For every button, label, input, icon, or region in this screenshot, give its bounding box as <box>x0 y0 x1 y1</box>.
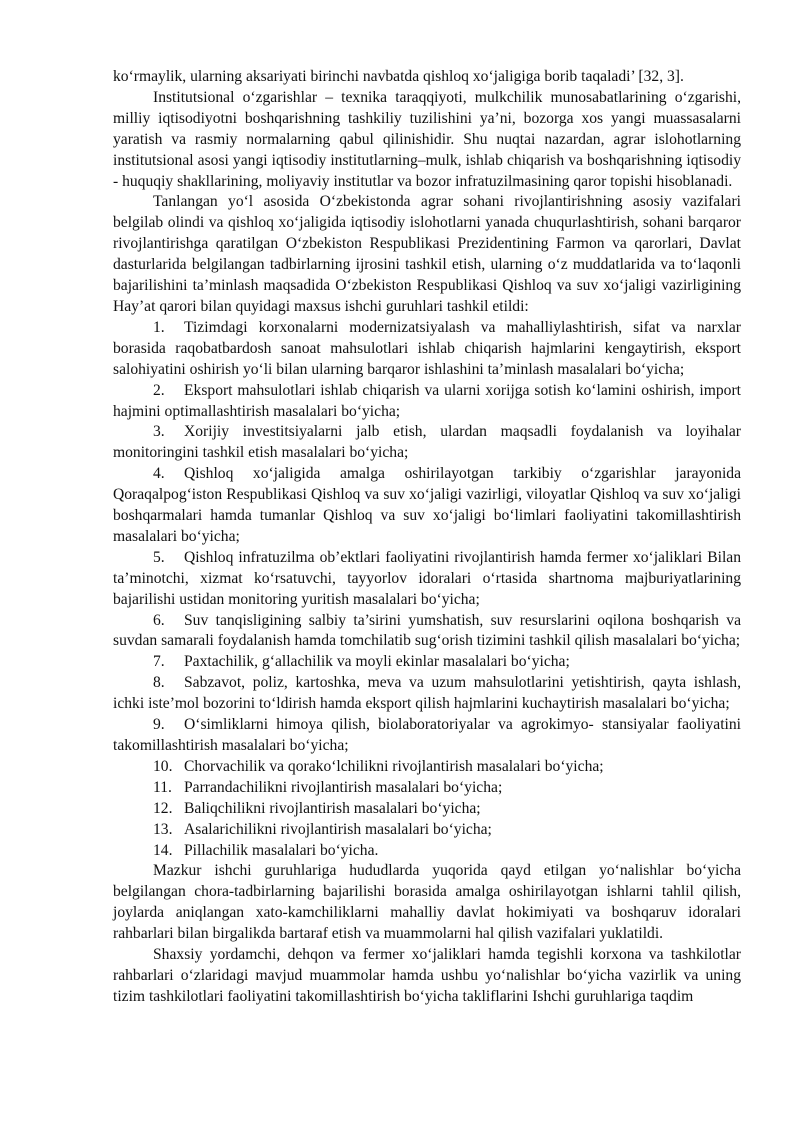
paragraph-working-groups-intro: Tanlangan yo‘l asosida O‘zbekistonda agrar sohani rivojlantirishning asosiy vazifalari belgilab olindi va qishloq xo‘jaligida iqtisodiy islohotlarni yanada chuqurlashtirish, sohani barqaror rivojlantirishga qaratilgan O‘zbekiston Respublikasi Prezidentining Farmon va qarorlari, Davlat dasturlarida belgilangan tadbirlarning ijrosini tashkil etish, ularning o‘z muddatlarida va to‘laqonli bajarilishini ta’minlash maqsadida O‘zbekiston Respublikasi Qishloq va suv xo‘jaligi vazirligining Hay’at qarori bilan quyidagi maxsus ishchi guruhlari tashkil etildi: <box>113 193 741 315</box>
list-item <box>113 422 741 464</box>
list-item-text: Suv tanqisligining salbiy ta’sirini yumshatish, suv resurslarini oqilona boshqarish va suvdan samarali foydalanish hamda tomchilatib sug‘orish tizimini tashkil qilish masalalari bo‘yicha; <box>113 611 741 650</box>
list-item-text: Asalarichilikni rivojlantirish masalalari bo‘yicha; <box>184 820 492 838</box>
list-item-number: 2. <box>153 381 165 399</box>
list-item-text: Paxtachilik, g‘allachilik va moyli ekinlar masalalari bo‘yicha; <box>184 653 570 671</box>
list-item <box>113 611 741 653</box>
list-item-number: 9. <box>153 716 165 734</box>
list-item-number: 4. <box>153 465 165 483</box>
list-item-text: O‘simliklarni himoya qilish, biolaboratoriyalar va agrokimyo- stansiyalar faoliyatini takomillashtirish masalalari bo‘yicha; <box>113 716 741 754</box>
working-groups-list <box>113 318 741 862</box>
paragraph-institutional-changes: Institutsional o‘zgarishlar – texnika taraqqiyoti, mulkchilik munosabatlarining o‘zgarishi, milliy iqtisodiyotni boshqarishning tashkiliy tuzilishini ya’ni, bozorga xos yangi muassasalarni yaratish va rasmiy normalarning qabul qilinishidir. Shu nuqtai nazardan, agrar islohotlarning institutsional asosi yangi iqtisodiy institutlarning–mulk, ishlab chiqarish va boshqarishning iqtisodiy - huquqiy shakllarining, moliyaviy institutlar va bozor infratuzilmasining qaror topishi hisoblanadi. <box>113 88 741 190</box>
paragraph-proposals: Shaxsiy yordamchi, dehqon va fermer xo‘jaliklari hamda tegishli korxona va tashkilotlar rahbarlari o‘zlaridagi mavjud muammolar hamda ushbu yo‘nalishlar bo‘yicha vazirlik va uning tizim tashkilotlari faoliyatini takomillashtirish bo‘yicha takliflarini Ishchi guruhlariga taqdim <box>113 946 741 1005</box>
list-item <box>113 548 741 611</box>
paragraph-continued: ko‘rmaylik, ularning aksariyati birinchi navbatda qishloq xo‘jaligiga borib taqaladi’ [32, 3]. <box>113 68 684 85</box>
list-item-number: 3. <box>153 423 165 441</box>
list-item-text: Pillachilik masalalari bo‘yicha. <box>184 841 379 859</box>
list-item <box>113 464 741 548</box>
list-item-text: Qishloq xo‘jaligida amalga oshirilayotgan tarkibiy o‘zgarishlar jarayonida Qoraqalpog‘iston Respublikasi Qishloq va suv xo‘jaligi vazirligi, viloyatlar Qishloq va suv xo‘jaligi boshqarmalari hamda tumanlar Qishloq va suv xo‘jaligi bo‘limlari faoliyatini takomillashtirish masalalari bo‘yicha; <box>113 465 741 545</box>
list-item <box>113 778 741 799</box>
list-item-text: Baliqchilikni rivojlantirish masalalari bo‘yicha; <box>184 799 481 817</box>
list-item-text: Sabzavot, poliz, kartoshka, meva va uzum mahsulotlarini yetishtirish, qayta ishlash, ichki iste’mol bozorini to‘ldirish hamda eksport qilish hajmlarini kuchaytirish masalalari bo‘yicha; <box>113 674 741 713</box>
paragraph-group-duties: Mazkur ishchi guruhlariga hududlarda yuqorida qayd etilgan yo‘nalishlar bo‘yicha belgilangan chora-tadbirlarning bajarilishi borasida amalga oshirilayotgan ishlarni tahlil qilish, joylarda aniqlangan xato-kamchiliklarni mahalliy davlat hokimiyati va boshqaruv idoralari rahbarlari bilan birgalikda bartaraf etish va muammolarni hal qilish vazifalari yuklatildi. <box>113 862 741 943</box>
list-item <box>113 673 741 715</box>
list-item-number: 14. <box>153 841 173 859</box>
list-item <box>113 652 741 673</box>
list-item <box>113 757 741 778</box>
list-item-number: 1. <box>153 318 165 336</box>
list-item-text: Tizimdagi korxonalarni modernizatsiyalash va mahalliylashtirish, sifat va narxlar borasida raqobatbardosh sanoat mahsulotlari ishlab chiqarish hajmlarini kengaytirish, eksport salohiyatini oshirish yo‘li bilan ularning barqaror ishlashini ta’minlash masalalari bo‘yicha; <box>113 318 741 378</box>
list-item <box>113 841 741 862</box>
list-item-number: 10. <box>153 757 173 775</box>
document-page <box>113 67 741 1008</box>
list-item-text: Eksport mahsulotlari ishlab chiqarish va ularni xorijga sotish ko‘lamini oshirish, import hajmini optimallashtirish masalalari bo‘yicha; <box>113 381 741 420</box>
list-item-number: 13. <box>153 820 173 838</box>
list-item <box>113 318 741 381</box>
list-item <box>113 381 741 423</box>
list-item-text: Xorijiy investitsiyalarni jalb etish, ulardan maqsadli foydalanish va loyihalar monitoringini tashkil etish masalalari bo‘yicha; <box>113 423 741 462</box>
list-item-text: Chorvachilik va qorako‘lchilikni rivojlantirish masalalari bo‘yicha; <box>184 757 604 775</box>
list-item-number: 5. <box>153 548 165 566</box>
list-item-number: 6. <box>153 611 165 629</box>
list-item-number: 7. <box>153 653 165 671</box>
list-item-number: 11. <box>153 778 172 796</box>
list-item-number: 8. <box>153 674 165 692</box>
list-item-text: Qishloq infratuzilma ob’ektlari faoliyatini rivojlantirish hamda fermer xo‘jaliklari Bilan ta’minotchi, xizmat ko‘rsatuvchi, tayyorlov idoralari o‘rtasida shartnoma majburiyatlarining bajarilishi ustidan monitoring yuritish masalalari bo‘yicha; <box>113 548 741 608</box>
list-item-text: Parrandachilikni rivojlantirish masalalari bo‘yicha; <box>184 778 503 796</box>
list-item <box>113 820 741 841</box>
list-item <box>113 799 741 820</box>
list-item-number: 12. <box>153 799 173 817</box>
list-item <box>113 715 741 757</box>
